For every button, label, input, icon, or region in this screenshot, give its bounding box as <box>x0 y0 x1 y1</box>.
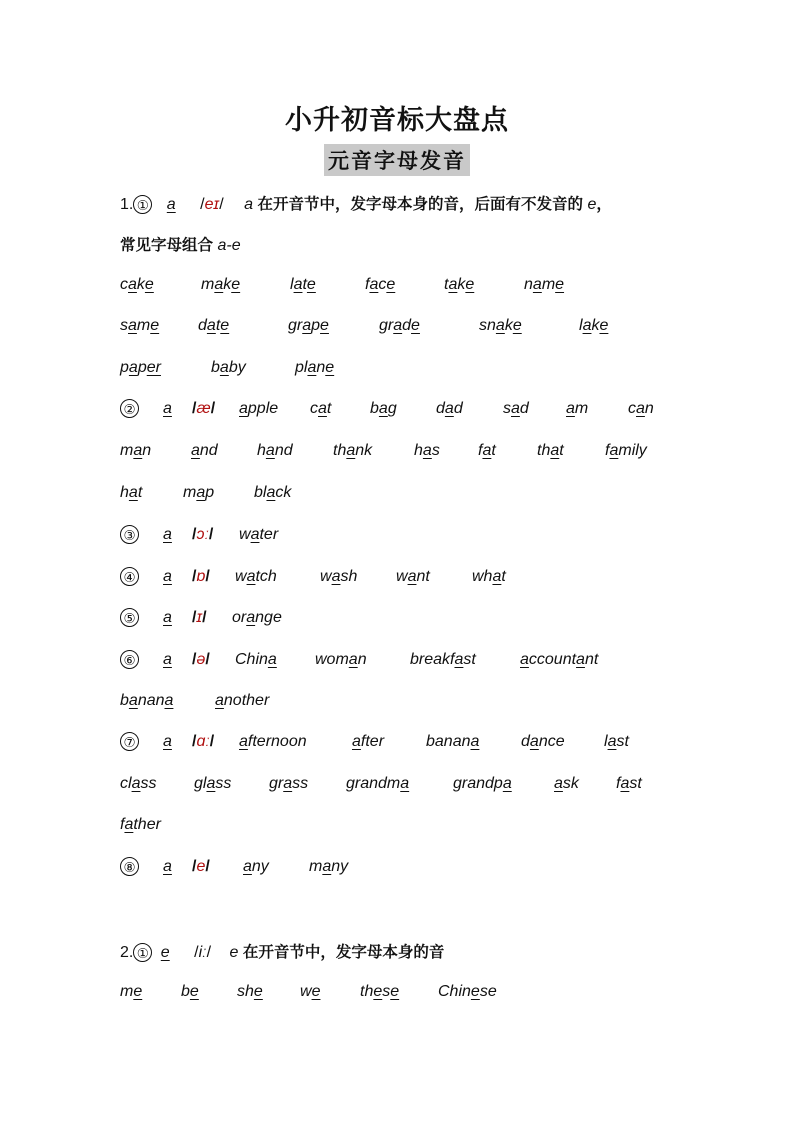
example-word: black <box>254 484 292 501</box>
desc-letter: e <box>229 944 239 961</box>
example-word: grade <box>379 317 420 334</box>
example-word: cat <box>310 400 332 417</box>
example-word: can <box>628 400 654 417</box>
circled-number: ⑧ <box>120 857 139 876</box>
circled-number: ② <box>120 399 139 418</box>
example-word: map <box>183 484 215 501</box>
target-letter: a <box>163 526 172 543</box>
example-word: make <box>201 276 241 293</box>
example-word: man <box>120 442 152 459</box>
circled-number: ① <box>133 195 152 214</box>
phonetic-symbol: /ɒ/ <box>192 568 210 585</box>
example-word: hat <box>120 484 143 501</box>
combo-label: 常见字母组合 <box>120 235 214 254</box>
example-word: and <box>191 442 218 459</box>
phonetic-symbol: /ɔː/ <box>192 526 214 543</box>
example-word: sad <box>503 400 529 417</box>
page-subtitle: 元音字母发音 <box>324 144 470 176</box>
phonetic-symbol: /iː/ <box>194 944 212 961</box>
desc-comma: ， <box>596 194 612 213</box>
phonetic-symbol: /ə/ <box>192 651 210 668</box>
example-word: face <box>365 276 396 293</box>
target-letter: a <box>163 651 172 668</box>
example-word: hand <box>257 442 293 459</box>
example-word: plane <box>295 359 335 376</box>
phonetic-symbol: /æ/ <box>192 400 216 417</box>
example-word: snake <box>479 317 522 334</box>
phonetic-symbol: /eɪ/ <box>200 196 224 213</box>
example-word: accountant <box>520 651 599 668</box>
example-word: same <box>120 317 160 334</box>
circled-number: ④ <box>120 567 139 586</box>
target-letter: a <box>163 733 172 750</box>
example-word: me <box>120 983 143 1000</box>
example-word: name <box>524 276 565 293</box>
example-word: any <box>243 858 269 875</box>
example-word: dance <box>521 733 565 750</box>
target-letter: a <box>163 609 172 626</box>
desc-letter: a <box>244 196 254 213</box>
combo-value: a-e <box>217 237 241 254</box>
target-letter: a <box>163 858 172 875</box>
circled-number: ① <box>133 943 152 962</box>
example-word: grandma <box>346 775 410 792</box>
example-word: dad <box>436 400 463 417</box>
example-word: baby <box>211 359 246 376</box>
example-word: fat <box>478 442 496 459</box>
example-word: be <box>181 983 199 1000</box>
example-word: she <box>237 983 263 1000</box>
page-title: 小升初音标大盘点 <box>285 105 509 136</box>
example-word: grape <box>288 317 329 334</box>
example-word: apple <box>239 400 279 417</box>
example-word: thank <box>333 442 373 459</box>
example-word: woman <box>315 651 367 668</box>
example-word: breakfast <box>410 651 476 668</box>
target-letter: e <box>160 944 170 961</box>
example-word: family <box>605 442 647 459</box>
example-word: banana <box>120 692 174 709</box>
example-word: class <box>120 775 157 792</box>
example-word: afternoon <box>239 733 307 750</box>
section1-header <box>120 192 612 214</box>
description-text: 在开音节中，发字母本身的音 <box>242 942 445 961</box>
example-word: father <box>120 816 161 833</box>
example-word: water <box>239 526 279 543</box>
example-word: these <box>360 983 400 1000</box>
example-word: Chinese <box>438 983 497 1000</box>
target-letter: a <box>166 196 176 213</box>
phonetic-symbol: /e/ <box>192 858 210 875</box>
phonetic-symbol: /ɑː/ <box>192 733 215 750</box>
example-word: glass <box>194 775 232 792</box>
subtitle-wrap <box>0 144 794 176</box>
example-word: after <box>352 733 385 750</box>
circled-number: ⑥ <box>120 650 139 669</box>
example-word: watch <box>235 568 277 585</box>
section2-header <box>120 940 444 962</box>
target-letter: a <box>163 568 172 585</box>
desc-e: e <box>587 196 597 213</box>
example-word: take <box>444 276 475 293</box>
section-number: 2. <box>120 944 134 961</box>
target-letter: a <box>163 400 172 417</box>
description-text: 在开音节中，发字母本身的音，后面有不发音的 <box>257 194 583 213</box>
example-word: cake <box>120 276 154 293</box>
example-word: wash <box>320 568 358 585</box>
example-word: banana <box>426 733 480 750</box>
example-word: grass <box>269 775 309 792</box>
section-number: 1. <box>120 196 134 213</box>
example-word: paper <box>120 359 161 376</box>
example-word: we <box>300 983 321 1000</box>
example-word: lake <box>579 317 609 334</box>
example-word: has <box>414 442 440 459</box>
example-word: another <box>215 692 270 709</box>
example-word: orange <box>232 609 282 626</box>
example-word: date <box>198 317 230 334</box>
example-word: that <box>537 442 564 459</box>
example-word: China <box>235 651 277 668</box>
section1-combo-line <box>120 233 241 255</box>
example-word: late <box>290 276 316 293</box>
circled-number: ⑦ <box>120 732 139 751</box>
circled-number: ③ <box>120 525 139 544</box>
example-word: bag <box>370 400 397 417</box>
example-word: last <box>604 733 629 750</box>
example-word: fast <box>616 775 642 792</box>
example-word: what <box>472 568 506 585</box>
example-word: am <box>566 400 589 417</box>
example-word: many <box>309 858 349 875</box>
example-word: ask <box>554 775 579 792</box>
circled-number: ⑤ <box>120 608 139 627</box>
phonetic-symbol: /ɪ/ <box>192 609 207 626</box>
example-word: grandpa <box>453 775 512 792</box>
example-word: want <box>396 568 430 585</box>
